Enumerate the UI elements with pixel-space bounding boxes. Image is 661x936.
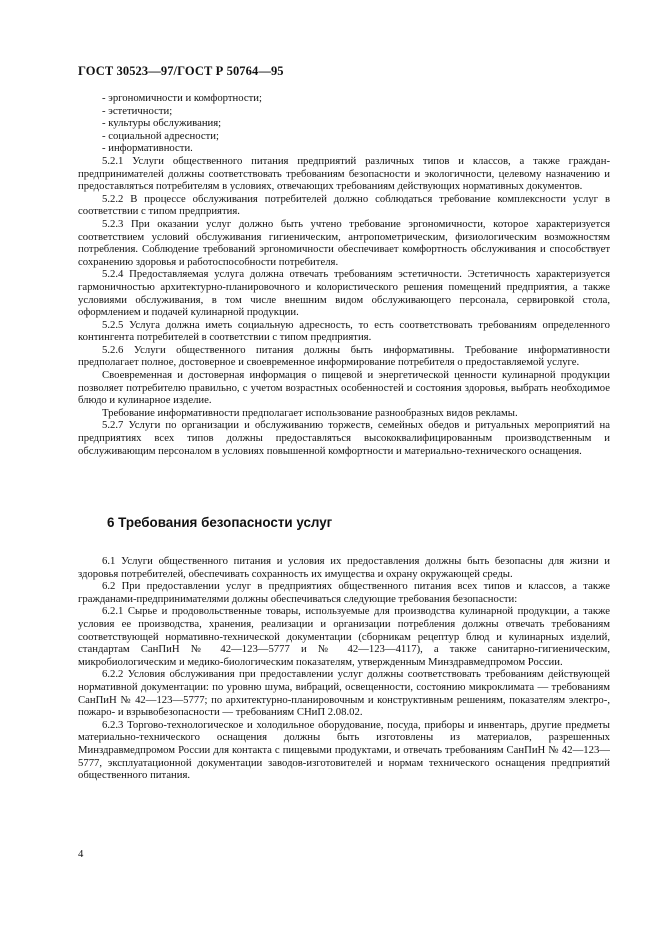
list-item: - информативности. (102, 142, 193, 155)
section-heading: 6 Требования безопасности услуг (107, 515, 333, 530)
paragraph-6-2: 6.2 При предоставлении услуг в предприятиях общественного питания всех типов и классов, а также гражданами-предпринимателями должны обеспечиваться следующие требования безопасности: (78, 580, 610, 605)
page-number: 4 (78, 848, 84, 860)
paragraph-6-2-2: 6.2.2 Условия обслуживания при предоставлении услуг должны соответствовать требованиям действующей нормативной документации: по уровню шума, вибраций, освещенности, состоянию микроклимата — требованиям СанПиН № 42—123—5777; по архитектурно-планировочным и конструктивным решениям, показателям электро-, пожаро- и взрывобезопасности — требованиям СНиП 2.08.02. (78, 668, 610, 719)
list-item: - культуры обслуживания; (102, 117, 222, 130)
paragraph-6-2-1: 6.2.1 Сырье и продовольственные товары, используемые для производства кулинарной продукции, а также условия ее производства, хранения, реализации и организации потребления должны отвечать требованиям соответствующей нормативно-технической документации (сборникам рецептур блюд и кулинарных изделий, стандартам СанПиН № 42—123—5777 и № 42—123—4117), а также санитарно-гигиеническим, микробиологическим и медико-биологическим показателям, утвержденным Минздравмедпромом России. (78, 605, 610, 668)
paragraph-5-2-2: 5.2.2 В процессе обслуживания потребителей должно соблюдаться требование комплексности услуг в соответствии с типом предприятия. (78, 192, 610, 218)
paragraph-6-1: 6.1 Услуги общественного питания и условия их предоставления должны быть безопасны для жизни и здоровья потребителей, обеспечивать сохранность их имущества и охрану окружающей среды. (78, 555, 610, 580)
body-top (78, 92, 610, 457)
list-item: - эстетичности; (102, 104, 173, 117)
paragraph-5-2-3: 5.2.3 При оказании услуг должно быть учтено требование эргономичности, которое характеризуется соответствием условий обслуживания гигиеническим, антропометрическим, физиологическим возможностям потребления. Соблюдение требований эргономичности обеспечивает комфортность обслуживания и способствует сохранению здоровья и работоспособности потребителя. (78, 217, 610, 268)
paragraph-5-2-6: 5.2.6 Услуги общественного питания должны быть информативны. Требование информативности предполагает полное, достоверное и своевременное информирование потребителя о предоставляемой услуге. (78, 343, 610, 369)
list-item: - социальной адресности; (102, 129, 219, 142)
paragraph-5-2-7: 5.2.7 Услуги по организации и обслуживанию торжеств, семейных обедов и ритуальных мероприятий на предприятиях всех типов должны предоставляться высококвалифицированным производственным и обслуживающим персоналом в условиях повышенной комфортности и материально-технического оснащения. (78, 419, 610, 457)
paragraph-6-2-3: 6.2.3 Торгово-технологическое и холодильное оборудование, посуда, приборы и инвентарь, другие предметы материально-технического оснащения должны быть изготовлены из материалов, разрешенных Минздравмедпромом России для контакта с пищевыми продуктами, и отвечать требованиям СанПиН № 42—123—5777, эксплуатационной документации заводов-изготовителей и нормам технического оснащения предприятий общественного питания. (78, 718, 610, 782)
page-header: ГОСТ 30523—97/ГОСТ Р 50764—95 (78, 64, 284, 78)
paragraph-advertising: Требование информативности предполагает использование разнообразных видов рекламы. (102, 406, 518, 419)
body-bottom (78, 555, 610, 782)
list-item: - эргономичности и комфортности; (102, 92, 262, 104)
paragraph-info: Своевременная и достоверная информация о пищевой и энергетической ценности кулинарной продукции позволяет потребителю правильно, с учетом возрастных особенностей и состояния здоровья, выбрать необходимое блюдо и кулинарное изделие. (78, 369, 610, 407)
paragraph-5-2-4: 5.2.4 Предоставляемая услуга должна отвечать требованиям эстетичности. Эстетичность характеризуется гармоничностью архитектурно-планировочного и колористического решения помещений предприятия, а также условиями обслуживания, в том числе внешним видом обслуживающего персонала, сервировкой стола, оформлением и подачей кулинарной продукции. (78, 268, 610, 319)
paragraph-5-2-5: 5.2.5 Услуга должна иметь социальную адресность, то есть соответствовать требованиям определенного контингента потребителей в соответствии с типом предприятия. (78, 318, 610, 344)
paragraph-5-2-1: 5.2.1 Услуги общественного питания предприятий различных типов и классов, а также граждан-предпринимателей должны соответствовать требованиям безопасности и экологичности, целевому назначению и предоставляться потребителям в условиях, отвечающих требованиям действующих нормативных документов. (78, 154, 610, 193)
